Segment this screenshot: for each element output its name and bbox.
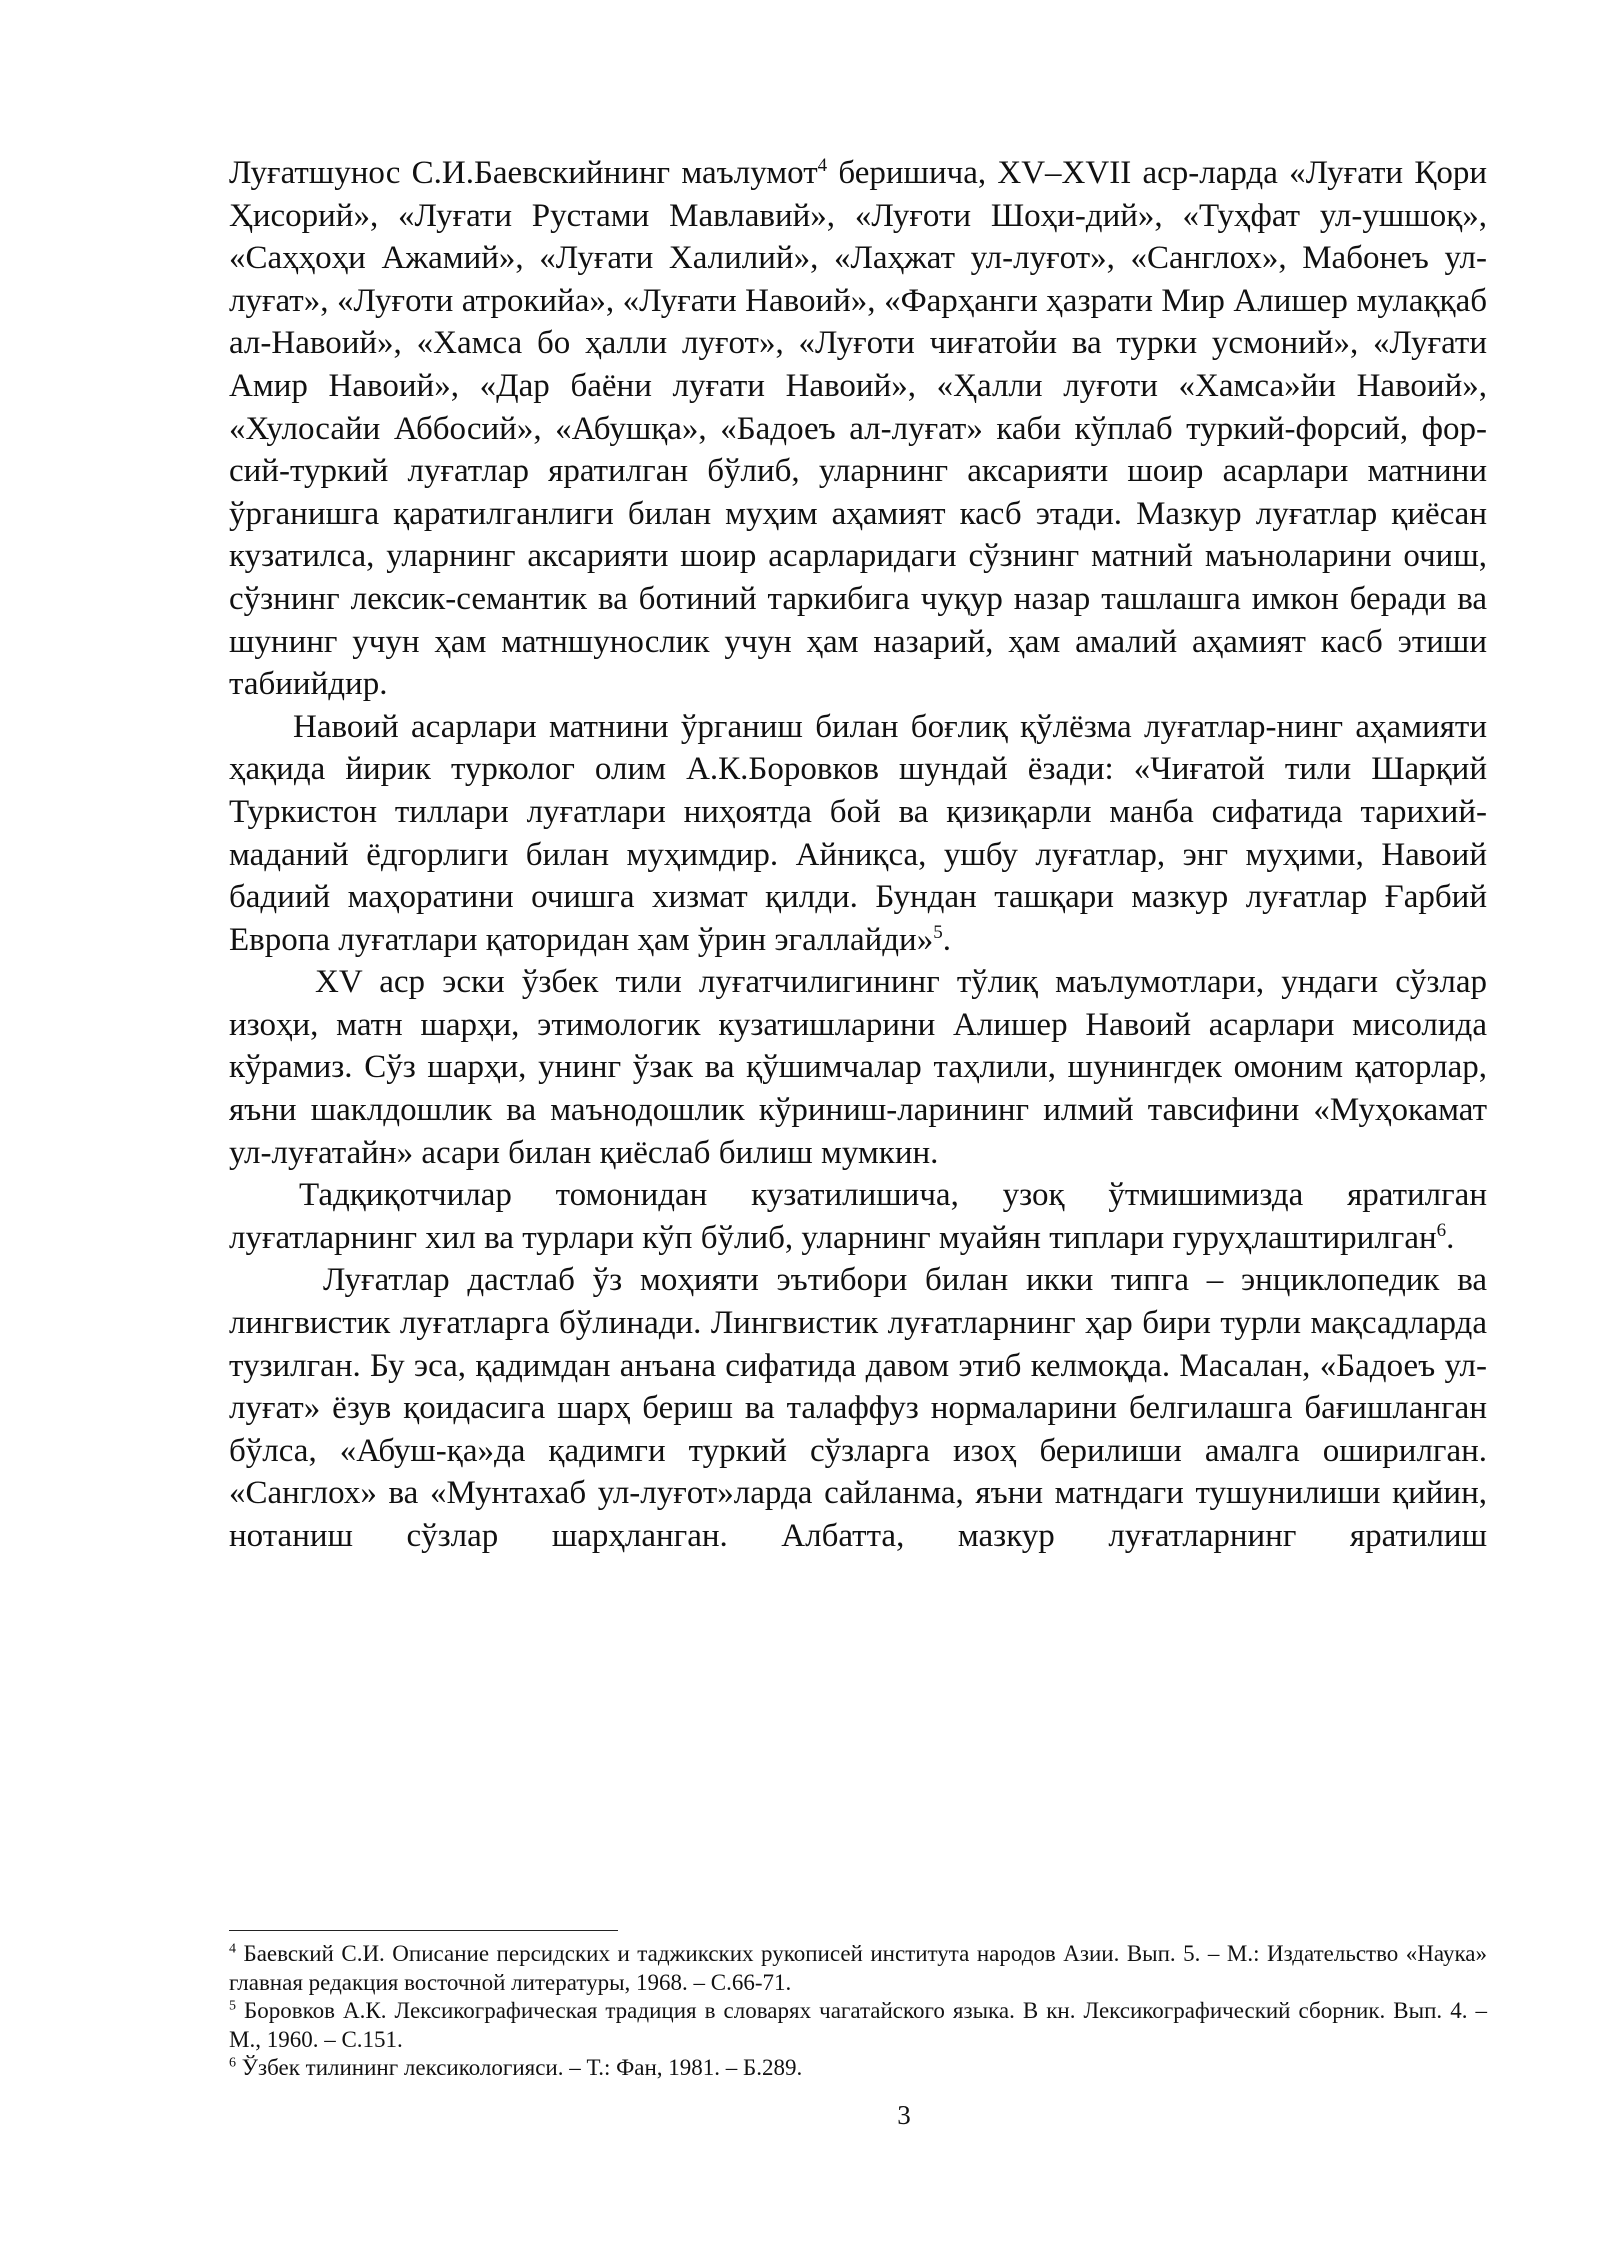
body-text — [229, 152, 1487, 1558]
footnotes — [229, 1940, 1487, 2083]
paragraph — [229, 152, 1487, 706]
footnote-text: Ўзбек тилининг лексикологияси. – Т.: Фан, 1981. – Б.289. — [236, 2055, 803, 2081]
paragraph-text: Луғатшунос С.И.Баевскийнинг маълумот — [229, 155, 818, 191]
paragraph — [229, 961, 1487, 1174]
footnote-number: 5 — [229, 1998, 236, 2014]
footnote — [229, 1997, 1487, 2054]
paragraph-text: беришича, XV–XVII аср-ларда «Луғати Қори Ҳисорий», «Луғати Рустами Мавлавий», «Луғоти Шоҳи-дий», «Туҳфат ул-ушшоқ», «Саҳҳоҳи Ажамий», «Луғати Халилий», «Лаҳжат ул-луғот», «Санглох», Мабонеъ ул-луғат», «Луғоти атрокийа», «Луғати Навоий», «Фарҳанги ҳазрати Мир Алишер мулаққаб ал-Навоий», «Хамса бо ҳалли луғот», «Луғоти чиғатойи ва турки усмоний», «Луғати Амир Навоий», «Дар баёни луғати Навоий», «Ҳалли луғоти «Хамса»йи Навоий», «Хулосайи Аббосий», «Абушқа», «Бадоеъ ал-луғат» каби кўплаб туркий-форсий, фор-сий-туркий луғатлар яратилган бўлиб, уларнинг аксарияти шоир асарлари матнини ўрганишга қаратилганлиги билан муҳим аҳамият касб этади. Мазкур луғатлар қиёсан кузатилса, уларнинг аксарияти шоир асарларидаги сўзнинг матний маъноларини очиш, сўзнинг лексик-семантик ва ботиний таркибига чуқур назар ташлашга имкон беради ва шунинг учун ҳам матншунослик учун ҳам назарий, ҳам амалий аҳамият касб этиши табиийдир. — [229, 155, 1488, 703]
footnote-number: 6 — [229, 2055, 236, 2071]
paragraph-text: Луғатлар дастлаб ўз моҳияти эътибори билан икки типга – энциклопедик ва лингвистик луғатларга бўлинади. Лингвистик луғатларнинг ҳар бири турли мақсадларда тузилган. Бу эса, қадимдан анъана сифатида давом этиб келмоқда. Масалан, «Бадоеъ ул-луғат» ёзув қоидасига шарҳ бериш ва талаффуз нормаларини белгилашга бағишланган бўлса, «Абуш-қа»да қадимги туркий сўзларга изоҳ берилиши амалга оширилган. «Санглох» ва «Мунтахаб ул-луғот»ларда сайланма, яъни матндаги тушунилиши қийин, нотаниш сўзлар шарҳланган. Албатта, мазкур луғатларнинг яратилиш — [229, 1262, 1487, 1554]
footnote-reference: 6 — [1436, 1219, 1447, 1241]
paragraph-text: . — [942, 921, 951, 958]
footnote-number: 4 — [229, 1941, 236, 1957]
footnote-reference: 5 — [933, 921, 943, 943]
footnote-separator — [229, 1930, 618, 1931]
paragraph — [229, 706, 1487, 962]
paragraph-text: Тадқиқотчилар томонидан кузатилишича, узоқ ўтмишимизда яратилган луғатларнинг хил ва турлари кўп бўлиб, уларнинг муайян типлари гуруҳлаштирилган — [229, 1177, 1487, 1256]
footnote-text: Боровков А.К. Лексикографическая традиция в словарях чагатайского языка. В кн. Лексикографический сборник. Вып. 4. – М., 1960. – С.151. — [229, 1998, 1487, 2052]
footnote-reference: 4 — [817, 155, 828, 176]
paragraph-text: . — [1446, 1219, 1455, 1256]
paragraph-text: Навоий асарлари матнини ўрганиш билан боғлиқ қўлёзма луғатлар-нинг аҳамияти ҳақида йирик турколог олим А.К.Боровков шундай ёзади: «Чиғатой тили Шарқий Туркистон тиллари луғатлари ниҳоятда бой ва қизиқарли манба сифатида тарихий-маданий ёдгорлиги билан муҳимдир. Айниқса, ушбу луғатлар, энг муҳими, Навоий бадиий маҳоратини очишга хизмат қилди. Бундан ташқари мазкур луғатлар Ғарбий Европа луғатлари қаторидан ҳам ўрин эгаллайди» — [229, 708, 1487, 958]
paragraph-text: XV аср эски ўзбек тили луғатчилигининг тўлиқ маълумотлари, ундаги сўзлар изоҳи, матн шарҳи, этимологик кузатишларини Алишер Навоий асарлари мисолида кўрамиз. Сўз шарҳи, унинг ўзак ва қўшимчалар таҳлили, шунингдек омоним қаторлар, яъни шаклдошлик ва маънодошлик кўриниш-ларининг илмий тавсифини «Муҳокамат ул-луғатайн» асари билан қиёслаб билиш мумкин. — [229, 964, 1487, 1171]
page-number-text: 3 — [897, 2100, 911, 2130]
footnote — [229, 1940, 1487, 1997]
paragraph — [229, 1174, 1487, 1259]
footnote — [229, 2054, 1487, 2083]
paragraph — [229, 1259, 1487, 1557]
footnote-text: Баевский С.И. Описание персидских и таджикских рукописей института народов Азии. Вып. 5. – М.: Издательство «Наука» главная редакция восточной литературы, 1968. – С.66-71. — [229, 1941, 1487, 1995]
page-number — [0, 2100, 1600, 2130]
